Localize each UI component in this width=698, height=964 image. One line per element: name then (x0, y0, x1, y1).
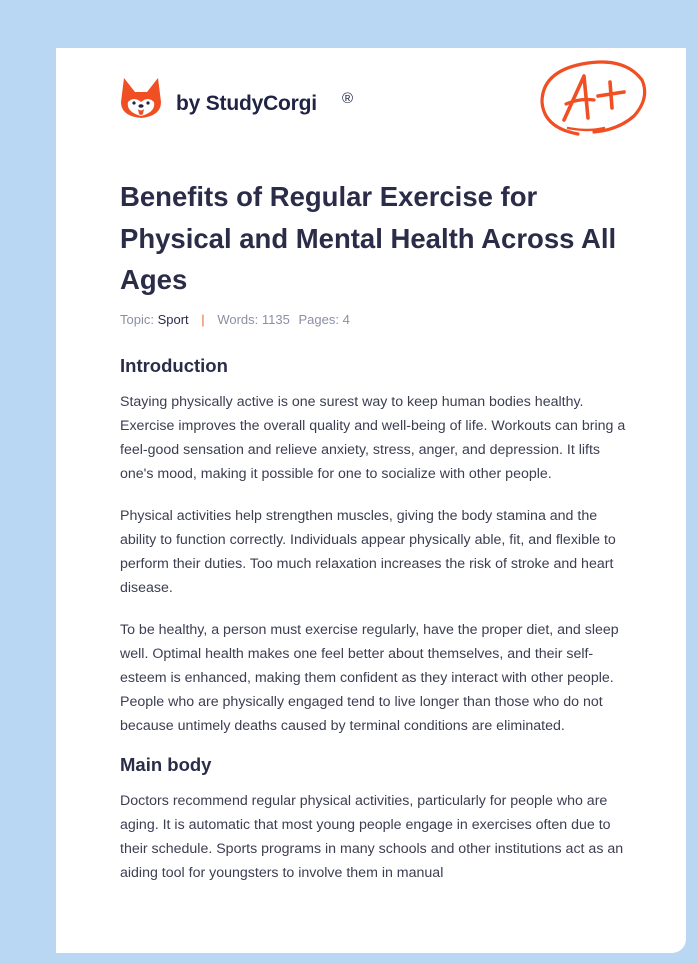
brand-name: by StudyCorgi (176, 92, 317, 115)
document-meta (120, 312, 350, 327)
paragraph: Staying physically active is one surest way to keep human bodies healthy. Exercise improves the overall quality and well-being of life. Workouts can bring a feel-good sensation and relieve anxiety, stress, anger, and depression. It lifts one's mood, making it possible for one to socialize with other people. (120, 394, 626, 482)
topic-value[interactable]: Sport (157, 312, 189, 327)
pages-value: 4 (342, 312, 350, 327)
section-heading-introduction: Introduction (120, 355, 228, 376)
brand-header[interactable] (120, 76, 354, 120)
words-label: Words: (217, 312, 259, 327)
meta-separator: | (201, 312, 205, 327)
paragraph: To be healthy, a person must exercise regularly, have the proper diet, and sleep well. Optimal health makes one feel better about themselves, and their self-esteem is enhanced, making them confident as they interact with other people. People who are physically engaged tend to live longer than those who do not because untimely deaths caused by terminal conditions are eliminated. (120, 622, 619, 734)
registered-mark: ® (342, 90, 354, 107)
paragraph: Doctors recommend regular physical activities, particularly for people who are aging. It is automatic that most young people engage in exercises often due to their schedule. Sports programs in many schools and other institutions act as an aiding tool for youngsters to involve them in manual (120, 793, 624, 881)
topic-label: Topic: (120, 312, 154, 327)
document-title: Benefits of Regular Exercise for Physical and Mental Health Across All Ages (120, 181, 617, 295)
document-body (120, 353, 635, 885)
paragraph: Physical activities help strengthen muscles, giving the body stamina and the ability to function correctly. Individuals appear physically able, fit, and flexible to perform their duties. Too much relaxation increases the risk of stroke and heart disease. (120, 508, 616, 596)
a-plus-grade-icon (538, 58, 650, 140)
words-value: 1135 (261, 312, 290, 327)
pages-label: Pages: (298, 312, 339, 327)
section-heading-main-body: Main body (120, 754, 212, 775)
corgi-face-icon (120, 76, 162, 120)
document-card (56, 48, 686, 953)
